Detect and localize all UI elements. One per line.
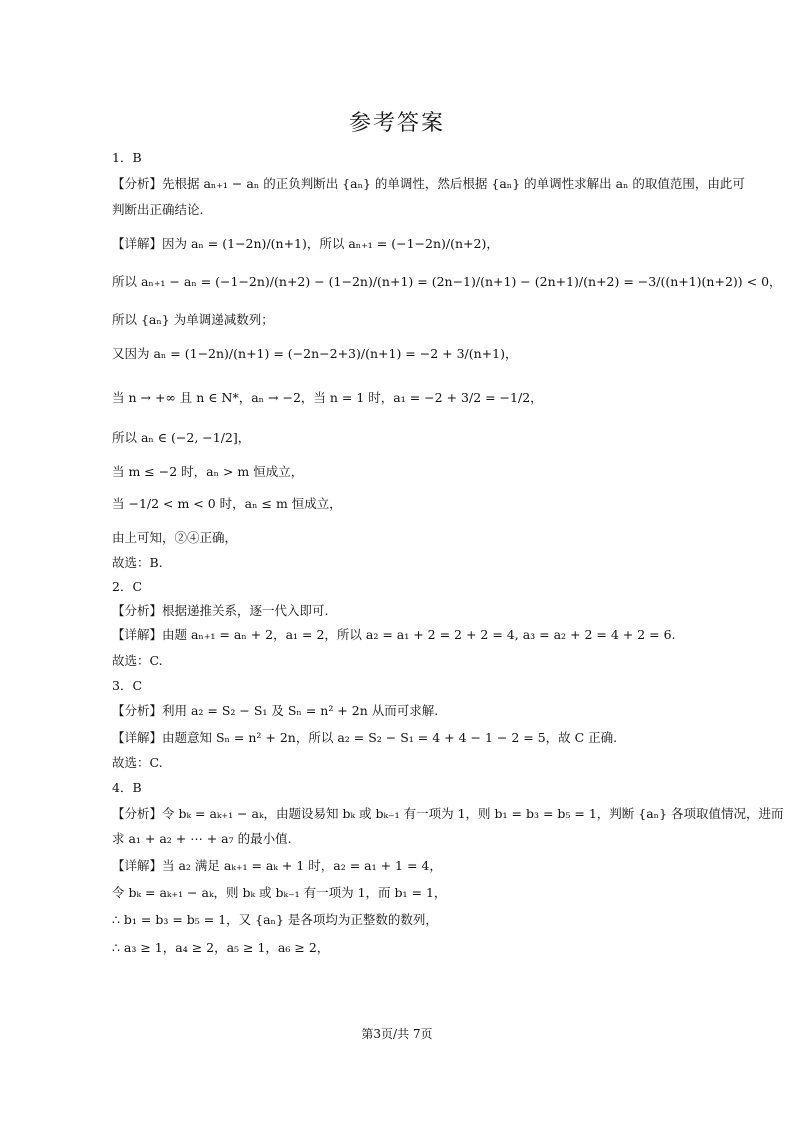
text-line: 【分析】先根据 aₙ₊₁ − aₙ 的正负判断出 {aₙ} 的单调性，然后根据 {aₙ} 的单调性求解出 aₙ 的取值范围，由此可 [112, 176, 745, 191]
text-line: 故选：C. [112, 653, 163, 668]
text-line: 【详解】由题意知 Sₙ = n² + 2n，所以 a₂ = S₂ − S₁ = 4 + 4 − 1 − 2 = 5，故 C 正确. [112, 730, 618, 745]
text-line: 所以 {aₙ} 为单调递减数列； [112, 312, 274, 327]
text-line: 所以 aₙ₊₁ − aₙ = (−1−2n)/(n+2) − (1−2n)/(n+1) = (2n−1)/(n+1) − (2n+1)/(n+2) = −3/((n+1)(n+2)) < 0， [112, 274, 782, 289]
text-line: 【分析】令 bₖ = aₖ₊₁ − aₖ，由题设易知 bₖ 或 bₖ₋₁ 有一项为 1，则 b₁ = b₃ = b₅ = 1，判断 {aₙ} 各项取值情况，进而 [112, 806, 784, 821]
text-line: 判断出正确结论. [112, 202, 204, 217]
text-line: ∴ a₃ ≥ 1，a₄ ≥ 2，a₅ ≥ 1，a₆ ≥ 2， [112, 940, 330, 955]
text-line: 当 −1/2 < m < 0 时，aₙ ≤ m 恒成立， [112, 496, 342, 511]
text-line: 又因为 aₙ = (1−2n)/(n+1) = (−2n−2+3)/(n+1) = −2 + 3/(n+1)， [112, 346, 518, 361]
text-line: 3．C [112, 678, 143, 693]
text-line: 故选：B. [112, 555, 163, 570]
text-line: ∴ b₁ = b₃ = b₅ = 1，又 {aₙ} 是各项均为正整数的数列， [112, 912, 438, 927]
text-line: 4．B [112, 780, 142, 795]
text-line: 【分析】利用 a₂ = S₂ − S₁ 及 Sₙ = n² + 2n 从而可求解. [112, 703, 439, 718]
page-number: 第3页/共 7页 [361, 1027, 433, 1041]
text-line: 【详解】因为 aₙ = (1−2n)/(n+1)，所以 aₙ₊₁ = (−1−2n)/(n+2)， [112, 236, 499, 251]
text-line: 所以 aₙ ∈ (−2, −1/2]， [112, 430, 251, 445]
text-line: 当 n → +∞ 且 n ∈ N*，aₙ → −2，当 n = 1 时，a₁ = −2 + 3/2 = −1/2， [112, 390, 543, 405]
text-line: 由上可知，②④正确， [112, 530, 238, 545]
text-line: 【分析】根据递推关系，逐一代入即可. [112, 603, 329, 618]
text-line: 求 a₁ + a₂ + ⋯ + a₇ 的最小值. [112, 831, 292, 846]
text-line: 故选：C. [112, 755, 163, 770]
text-line: 【详解】由题 aₙ₊₁ = aₙ + 2，a₁ = 2，所以 a₂ = a₁ + 2 = 2 + 2 = 4, a₃ = a₂ + 2 = 4 + 2 = 6. [112, 627, 676, 642]
text-line: 2．C [112, 579, 143, 594]
text-line: 【详解】当 a₂ 满足 aₖ₊₁ = aₖ + 1 时，a₂ = a₁ + 1 = 4， [112, 858, 442, 873]
page-title: 参考答案 [348, 111, 445, 136]
text-line: 令 bₖ = aₖ₊₁ − aₖ，则 bₖ 或 bₖ₋₁ 有一项为 1，而 b₁ = 1， [112, 885, 447, 900]
text-line: 1．B [112, 150, 142, 165]
text-line: 当 m ≤ −2 时，aₙ > m 恒成立， [112, 464, 304, 479]
